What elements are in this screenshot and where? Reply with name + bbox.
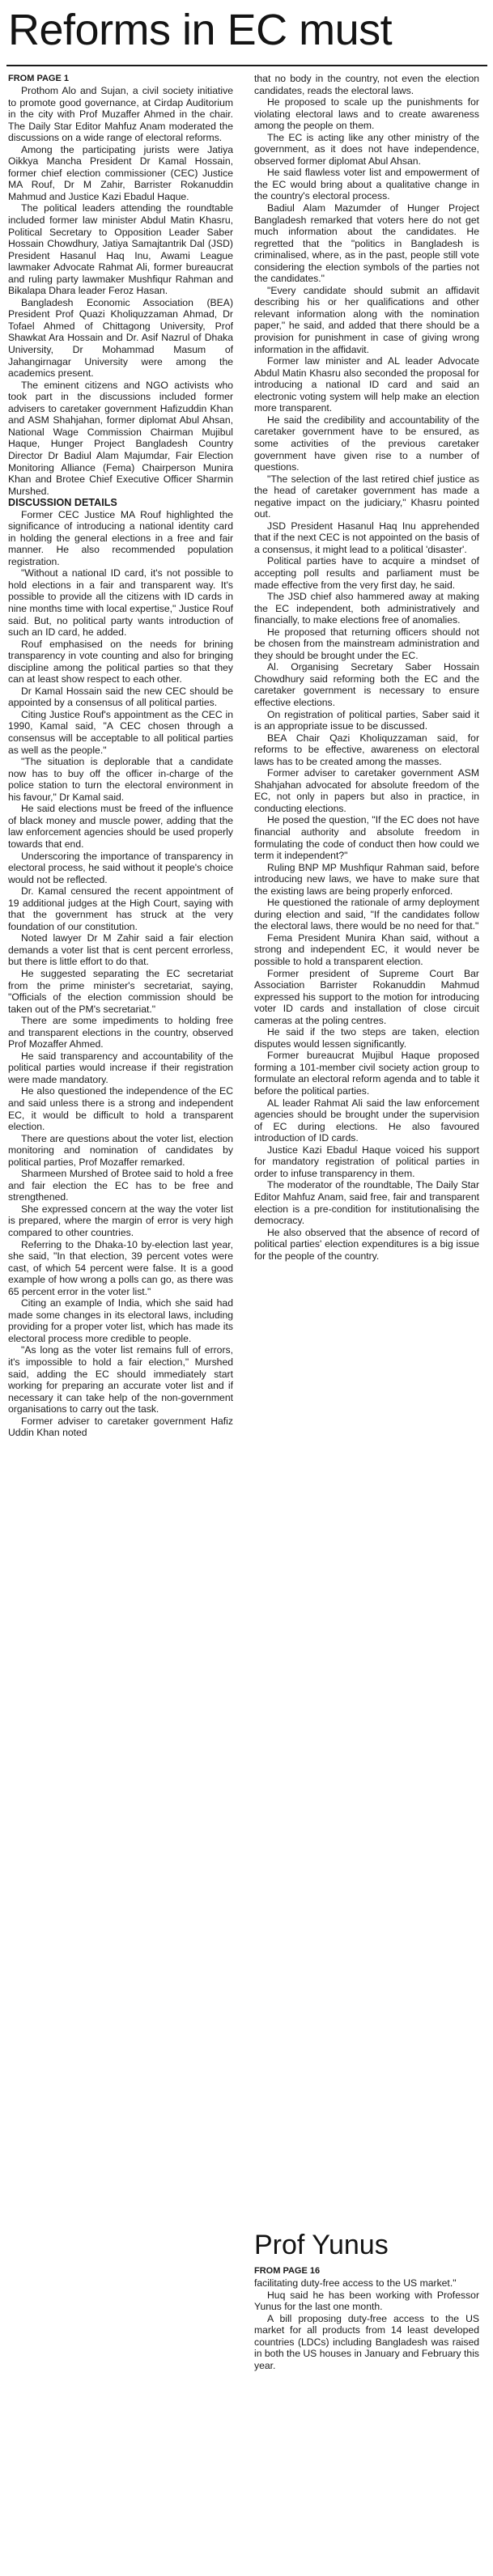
paragraph: Political parties have to acquire a mindset of accepting poll results and parliament must be made effective from the very first day, he said. bbox=[254, 555, 479, 591]
paragraph: He also observed that the absence of record of political parties' election expenditures is a big issue for the people of the country. bbox=[254, 1226, 479, 1262]
left-column bbox=[8, 73, 233, 2565]
paragraph: He proposed to scale up the punishments for violating electoral laws and to create awareness among the people on them. bbox=[254, 96, 479, 132]
paragraph: The political leaders attending the roundtable included former law minister Abdul Matin Khasru, Political Secretary to Opposition Leader Saber Hossain Chowdhury, Jatiya Samajtantrik Dal (JSD) President Hasanul Haq Inu, Awami League lawmaker Advocate Rahmat Ali, former bureaucrat and ruling party lawmaker Mushfiqur Rahman and Bikalapa Dhara leader Feroz Hasan. bbox=[8, 202, 233, 297]
paragraph: Huq said he has been working with Professor Yunus for the last one month. bbox=[254, 2289, 479, 2313]
paragraph: He said the credibility and accountability of the caretaker government have to be ensured, as some activities of the previous caretaker government have given rise to a number of questions. bbox=[254, 414, 479, 473]
paragraph: Al. Organising Secretary Saber Hossain Chowdhury said reforming both the EC and the caretaker government is necessary to ensure effective elections. bbox=[254, 661, 479, 708]
paragraph: On registration of political parties, Saber said it is an appropriate issue to be discussed. bbox=[254, 708, 479, 732]
jump-story bbox=[254, 2230, 479, 2371]
paragraph: Noted lawyer Dr M Zahir said a fair election demands a voter list that is cent percent errorless, but there is little effort to do that. bbox=[8, 932, 233, 968]
paragraph: She expressed concern at the way the voter list is prepared, where the margin of error is very high compared to other countries. bbox=[8, 1203, 233, 1238]
paragraph: JSD President Hasanul Haq Inu apprehended that if the next CEC is not appointed on the basis of a consensus, it might lead to a political 'disaster'. bbox=[254, 520, 479, 555]
paragraph: A bill proposing duty-free access to the US market for all products from 14 least developed countries (LDCs) including Bangladesh was raised in both the US houses in January and February this year. bbox=[254, 2312, 479, 2371]
paragraph: BEA Chair Qazi Kholiquzzaman said, for reforms to be effective, awareness on electoral laws has to be created among the masses. bbox=[254, 732, 479, 767]
paragraph: facilitating duty-free access to the US market." bbox=[254, 2277, 457, 2289]
paragraph: He said elections must be freed of the influence of black money and muscle power, adding that the law enforcement agencies should be used properly towards that end. bbox=[8, 803, 233, 850]
paragraph: Former adviser to caretaker government Hafiz Uddin Khan noted bbox=[8, 1415, 233, 1439]
paragraph: that no body in the country, not even the election candidates, reads the electoral laws. bbox=[254, 73, 479, 96]
paragraph: Among the participating jurists were Jatiya Oikkya Mancha President Dr Kamal Hossain, former chief election commissioner (CEC) Justice MA Rouf, Dr M Zahir, Barrister Rokanuddin Mahmud and Justice Kazi Ebadul Haque. bbox=[8, 143, 233, 202]
paragraph: "The situation is deplorable that a candidate now has to buy off the officer in-charge of the police station to turn the electoral environment in his favour," Dr Kamal said. bbox=[8, 756, 233, 803]
paragraph: Badiul Alam Mazumder of Hunger Project Bangladesh remarked that voters here do not get much information about the candidates. He regretted that the "politics in Bangladesh is criminalised, where, as in the past, people still vote considering the election symbols of the parties not the candidates." bbox=[254, 202, 479, 285]
paragraph: "Every candidate should submit an affidavit describing his or her qualifications and other relevant information along with the nomination paper," he said, and added that there should be a provision for punishment in case of giving wrong information in the affidavit. bbox=[254, 284, 479, 355]
paragraph: Former CEC Justice MA Rouf highlighted the significance of introducing a national identity card in holding the general elections in a free and fair manner. He also recommended population registration. bbox=[8, 508, 233, 567]
paragraph: Former adviser to caretaker government ASM Shahjahan advocated for absolute freedom of the EC, not only in papers but also in practice, in conducting elections. bbox=[254, 767, 479, 814]
paragraph: There are some impediments to holding free and transparent elections in the country, observed Prof Mozaffer Ahmed. bbox=[8, 1015, 233, 1050]
continuation-kicker: FROM PAGE 16 bbox=[254, 2266, 321, 2276]
jump-headline: Prof Yunus bbox=[254, 2230, 389, 2260]
paragraph: Former law minister and AL leader Advocate Abdul Matin Khasru also seconded the proposal for introducing a national ID card and said an electronic voting system will help make an election more transparent. bbox=[254, 355, 479, 414]
headline: Reforms in EC must bbox=[8, 6, 393, 54]
paragraph: He questioned the rationale of army deployment during election and said, "If the candidates follow the electoral laws, there would be no need for that." bbox=[254, 897, 479, 932]
paragraph: Prothom Alo and Sujan, a civil society initiative to promote good governance, at Cirdap Auditorium in the city with Prof Muzaffer Ahmed in the chair. The Daily Star Editor Mahfuz Anam moderated the discussions on a wide range of electoral reforms. bbox=[8, 85, 233, 144]
paragraph: Sharmeen Murshed of Brotee said to hold a free and fair election the EC has to be free and strengthened. bbox=[8, 1168, 233, 1203]
paragraph: Former bureaucrat Mujibul Haque proposed forming a 101-member civil society action group to formulate an electoral reform agenda and to table it before the political parties. bbox=[254, 1050, 479, 1097]
paragraph: Justice Kazi Ebadul Haque voiced his support for mandatory registration of political parties in order to infuse transparency in them. bbox=[254, 1144, 479, 1179]
headline-rule bbox=[6, 65, 487, 66]
paragraph: Bangladesh Economic Association (BEA) President Prof Quazi Kholiquzzaman Ahmad, Dr Tofael Ahmed of Chittagong University, Prof Shawkat Ara Hossain and Dr. Asif Nazrul of Dhaka University, Dr Mohammad Masum of Jahangirnagar University were among the academics present. bbox=[8, 296, 233, 380]
paragraph: Ruling BNP MP Mushfiqur Rahman said, before introducing new laws, we have to make sure that the existing laws are being properly enforced. bbox=[254, 861, 479, 897]
paragraph: He said flawless voter list and empowerment of the EC would bring about a qualitative change in the country's electoral process. bbox=[254, 167, 479, 202]
paragraph: He suggested separating the EC secretariat from the prime minister's secretariat, saying, "Officials of the election commission should be taken out of the PM's secretariat." bbox=[8, 967, 233, 1015]
paragraph: Referring to the Dhaka-10 by-election last year, she said, "In that election, 39 percent votes were cast, of which 54 percent were false. It is a good example of how wrong a polls can go, as there was 65 percent error in the voter list." bbox=[8, 1238, 233, 1297]
right-column bbox=[254, 73, 479, 2217]
paragraph: "As long as the voter list remains full of errors, it's impossible to hold a fair election," Murshed said, adding the EC should immediately start working for preparing an accurate voter list and if necessary it can take help of the non-government organisations to carry out the task. bbox=[8, 1344, 233, 1415]
paragraph: The EC is acting like any other ministry of the government, as it does not have independence, observed former diplomat Abul Ahsan. bbox=[254, 131, 479, 167]
paragraph: The JSD chief also hammered away at making the EC independent, both administratively and financially, to make elections free of anomalies. bbox=[254, 591, 479, 626]
paragraph: He said if the two steps are taken, election disputes would lessen significantly. bbox=[254, 1026, 479, 1050]
paragraph: AL leader Rahmat Ali said the law enforcement agencies should be brought under the supervision of EC during elections. He also favoured introduction of ID cards. bbox=[254, 1097, 479, 1144]
paragraph: "The selection of the last retired chief justice as the head of caretaker government has made a negative impact on the judiciary," Khasru pointed out. bbox=[254, 473, 479, 520]
paragraph: Dr Kamal Hossain said the new CEC should be appointed by a consensus of all political parties. bbox=[8, 685, 233, 709]
paragraph: "Without a national ID card, it's not possible to hold elections in a fair and transparent way. It's possible to provide all the citizens with ID cards in nine months time with local expertise," Justice Rouf said. But, no political party wants introduction of such an ID card, he added. bbox=[8, 567, 233, 639]
paragraph: He posed the question, "If the EC does not have financial authority and absolute freedom in formulating the code of conduct then how could we term it independent?" bbox=[254, 814, 479, 862]
paragraph: Fema President Munira Khan said, without a strong and independent EC, it would never be possible to hold a transparent election. bbox=[254, 932, 479, 968]
paragraph: Underscoring the importance of transparency in electoral process, he said without it people's choice would not be reflected. bbox=[8, 850, 233, 885]
section-subhead: DISCUSSION DETAILS bbox=[8, 497, 117, 509]
paragraph: The eminent citizens and NGO activists who took part in the discussions included former advisers to caretaker government Hafizuddin Khan and ASM Shahjahan, former diplomat Abul Ahsan, National Wage Commission Chairman Mujibul Haque, Hunger Project Bangladesh Country Director Dr Badiul Alam Majumdar, Fair Election Monitoring Alliance (Fema) Chairperson Munira Khan and Brotee Chief Executive Officer Sharmin Murshed. bbox=[8, 379, 233, 497]
paragraph: He proposed that returning officers should not be chosen from the mainstream administration and they should be brought under the EC. bbox=[254, 626, 479, 661]
paragraph: Citing an example of India, which she said had made some changes in its electoral laws, including providing for a proper voter list, which has made its electoral process more credible to people. bbox=[8, 1297, 233, 1344]
paragraph: The moderator of the roundtable, The Daily Star Editor Mahfuz Anam, said free, fair and transparent election is a pre-condition for institutionalising the democracy. bbox=[254, 1179, 479, 1227]
paragraph: He also questioned the independence of the EC and said unless there is a strong and independent EC, it would be difficult to hold a transparent election. bbox=[8, 1085, 233, 1133]
paragraph: He said transparency and accountability of the political parties would increase if their registration were made mandatory. bbox=[8, 1050, 233, 1085]
paragraph: Former president of Supreme Court Bar Association Barrister Rokanuddin Mahmud expressed his support to the motion for introducing voter ID cards and installation of close circuit cameras at the poling centres. bbox=[254, 967, 479, 1026]
paragraph: Rouf emphasised on the needs for brining transparency in vote counting and also for bringing discipline among the political parties so that they can at least show respect to each other. bbox=[8, 638, 233, 685]
paragraph: Citing Justice Rouf's appointment as the CEC in 1990, Kamal said, "A CEC chosen through a consensus will be acceptable to all political parties as well as the people." bbox=[8, 708, 233, 756]
paragraph: Dr. Kamal censured the recent appointment of 19 additional judges at the High Court, saying with that the government has struck at the very foundation of our constitution. bbox=[8, 885, 233, 932]
continuation-kicker: FROM PAGE 1 bbox=[8, 74, 69, 83]
paragraph: There are questions about the voter list, election monitoring and nomination of candidates by political parties, Prof Mozaffer remarked. bbox=[8, 1132, 233, 1168]
